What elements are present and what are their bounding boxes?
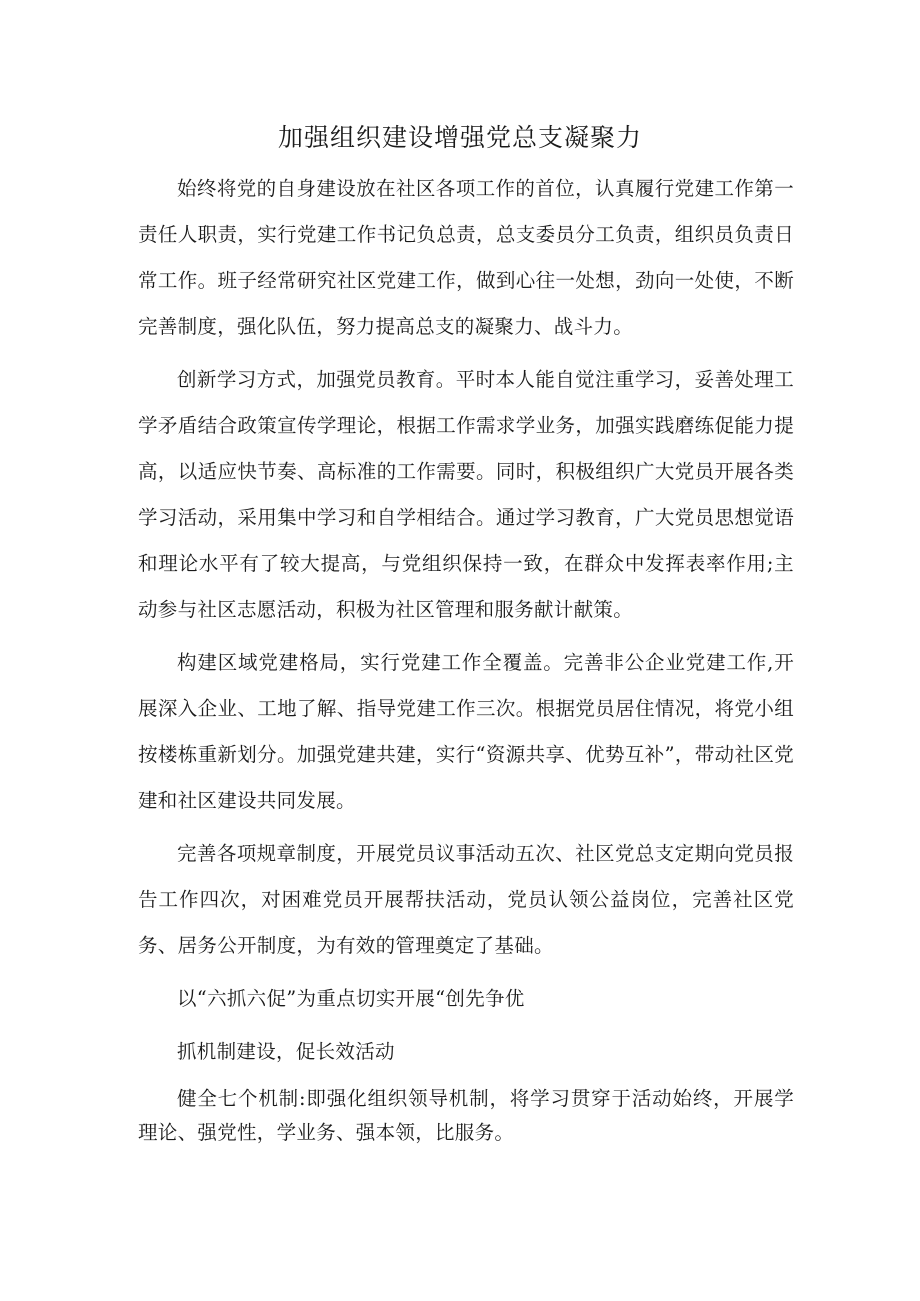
paragraph-mechanism-heading: 抓机制建设，促长效活动 <box>177 1040 395 1063</box>
document-title: 加强组织建设增强党总支凝聚力 <box>277 123 642 152</box>
paragraph-regulations: 完善各项规章制度，开展党员议事活动五次、社区党总支定期向党员报告工作四次，对困难党员开展帮扶活动，党员认领公益岗位，完善社区党务、居务公开制度，为有效的管理奠定了基础。 <box>138 842 794 957</box>
paragraph-seven-mechanisms: 健全七个机制:即强化组织领导机制，将学习贯穿于活动始终，开展学理论、强党性，学业务、强本领，比服务。 <box>138 1087 794 1144</box>
paragraph-party-building: 始终将党的自身建设放在社区各项工作的首位，认真履行党建工作第一责任人职责，实行党建工作书记负总责，总支委员分工负责，组织员负责日常工作。班子经常研究社区党建工作，做到心往一处想，劲向一处使，不断完善制度，强化队伍，努力提高总支的凝聚力、战斗力。 <box>138 177 794 338</box>
document-body <box>138 166 794 1150</box>
paragraph-regional-pattern: 构建区域党建格局，实行党建工作全覆盖。完善非公企业党建工作,开展深入企业、工地了解、指导党建工作三次。根据党员居住情况，将党小组按楼栋重新划分。加强党建共建，实行“资源共享、优势互补”，带动社区党建和社区建设共同发展。 <box>138 651 794 812</box>
paragraph-six-focus: 以“六抓六促”为重点切实开展“创先争优 <box>177 987 525 1010</box>
paragraph-study-method: 创新学习方式，加强党员教育。平时本人能自觉注重学习，妥善处理工学矛盾结合政策宣传学理论，根据工作需求学业务，加强实践磨练促能力提高，以适应快节奏、高标准的工作需要。同时，积极组织广大党员开展各类学习活动，采用集中学习和自学相结合。通过学习教育，广大党员思想觉语和理论水平有了较大提高，与党组织保持一致，在群众中发挥表率作用;主动参与社区志愿活动，积极为社区管理和服务献计献策。 <box>138 368 794 621</box>
